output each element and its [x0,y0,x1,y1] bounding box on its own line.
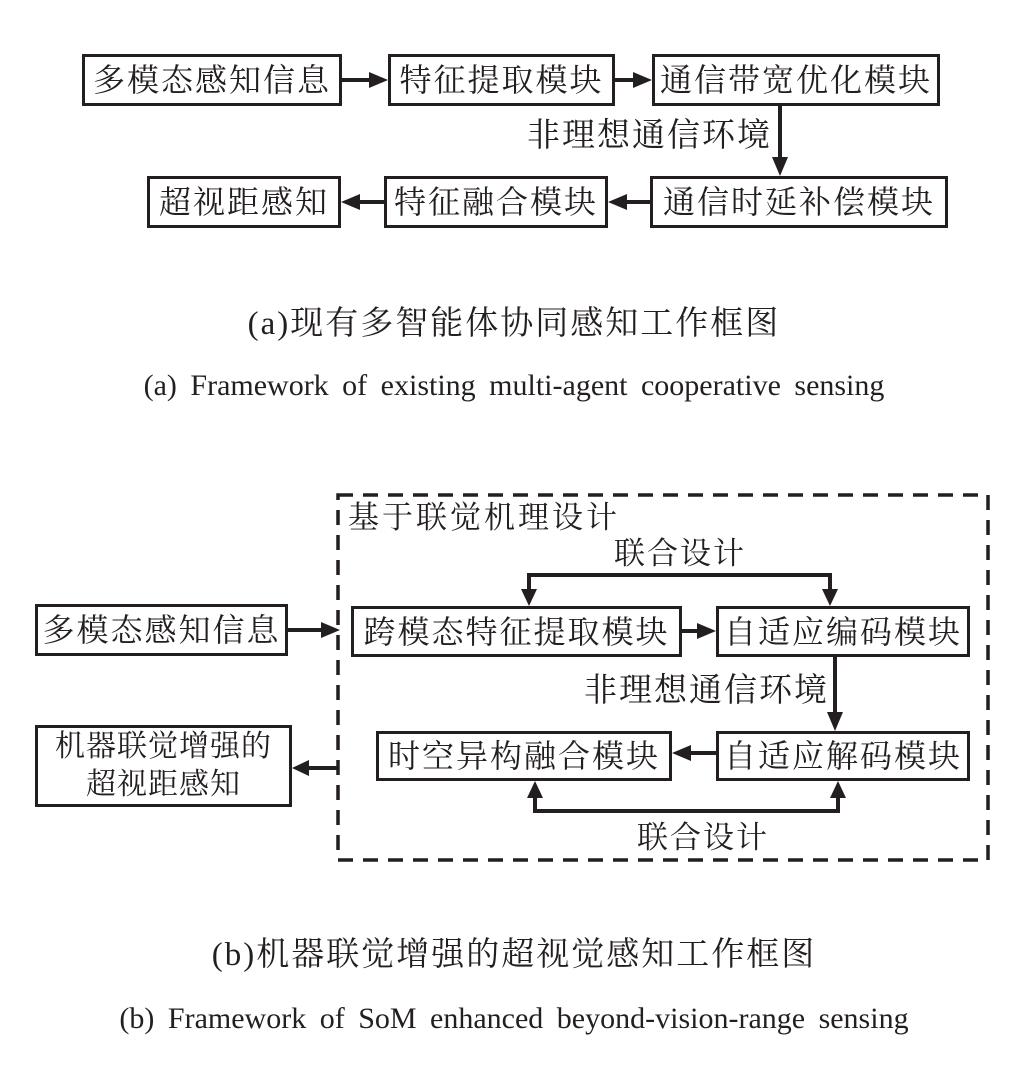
box-a-beyond-vision-sensing: 超视距感知 [147,176,341,228]
label-b-joint-design-bottom: 联合设计 [637,820,769,855]
caption-a-english: (a) Framework of existing multi-agent cooperative sensing [143,369,885,402]
arrow-a-info-to-extraction [342,72,388,88]
label-b-region-title: 基于联觉机理设计 [348,500,620,535]
caption-b-english: (b) Framework of SoM enhanced beyond-vision-range sensing [119,1002,909,1035]
box-b-multimodal-info: 多模态感知信息 [35,604,288,656]
box-b-cross-modal-feature-extraction: 跨模态特征提取模块 [351,606,682,657]
arrow-b-region-to-output [292,760,338,776]
bracket-joint-design-bottom [527,781,846,811]
arrow-a-bandwidth-to-delay [772,104,788,176]
box-a-bandwidth-optimization: 通信带宽优化模块 [652,54,940,106]
box-b-som-enhanced-sensing-line1: 机器联觉增强的 [55,730,272,763]
arrow-a-fusion-to-sensing [341,194,384,210]
arrow-b-extraction-to-encoding [682,623,716,639]
box-b-som-enhanced-sensing-line2: 超视距感知 [86,768,241,801]
box-b-som-enhanced-sensing [35,725,292,807]
label-b-joint-design-top: 联合设计 [614,536,746,571]
box-b-adaptive-decoding: 自适应解码模块 [716,731,970,781]
arrow-a-extraction-to-bandwidth [615,72,652,88]
label-b-non-ideal-channel: 非理想通信环境 [584,673,829,709]
bracket-joint-design-top [521,575,838,606]
box-a-multimodal-info: 多模态感知信息 [82,54,342,106]
box-a-feature-extraction: 特征提取模块 [388,54,615,106]
box-a-delay-compensation: 通信时延补偿模块 [650,176,948,228]
arrow-a-delay-to-fusion [608,194,650,210]
caption-a-chinese: (a)现有多智能体协同感知工作框图 [247,306,781,342]
box-b-adaptive-encoding: 自适应编码模块 [716,606,970,657]
arrow-b-info-into-region [288,622,340,638]
box-b-spatiotemporal-fusion: 时空异构融合模块 [376,731,672,781]
arrow-b-decoding-to-fusion [672,745,716,761]
caption-b-chinese: (b)机器联觉增强的超视觉感知工作框图 [211,937,817,973]
arrow-b-encoding-to-decoding [827,657,843,731]
label-a-non-ideal-channel: 非理想通信环境 [527,118,772,154]
box-a-feature-fusion: 特征融合模块 [384,176,608,228]
